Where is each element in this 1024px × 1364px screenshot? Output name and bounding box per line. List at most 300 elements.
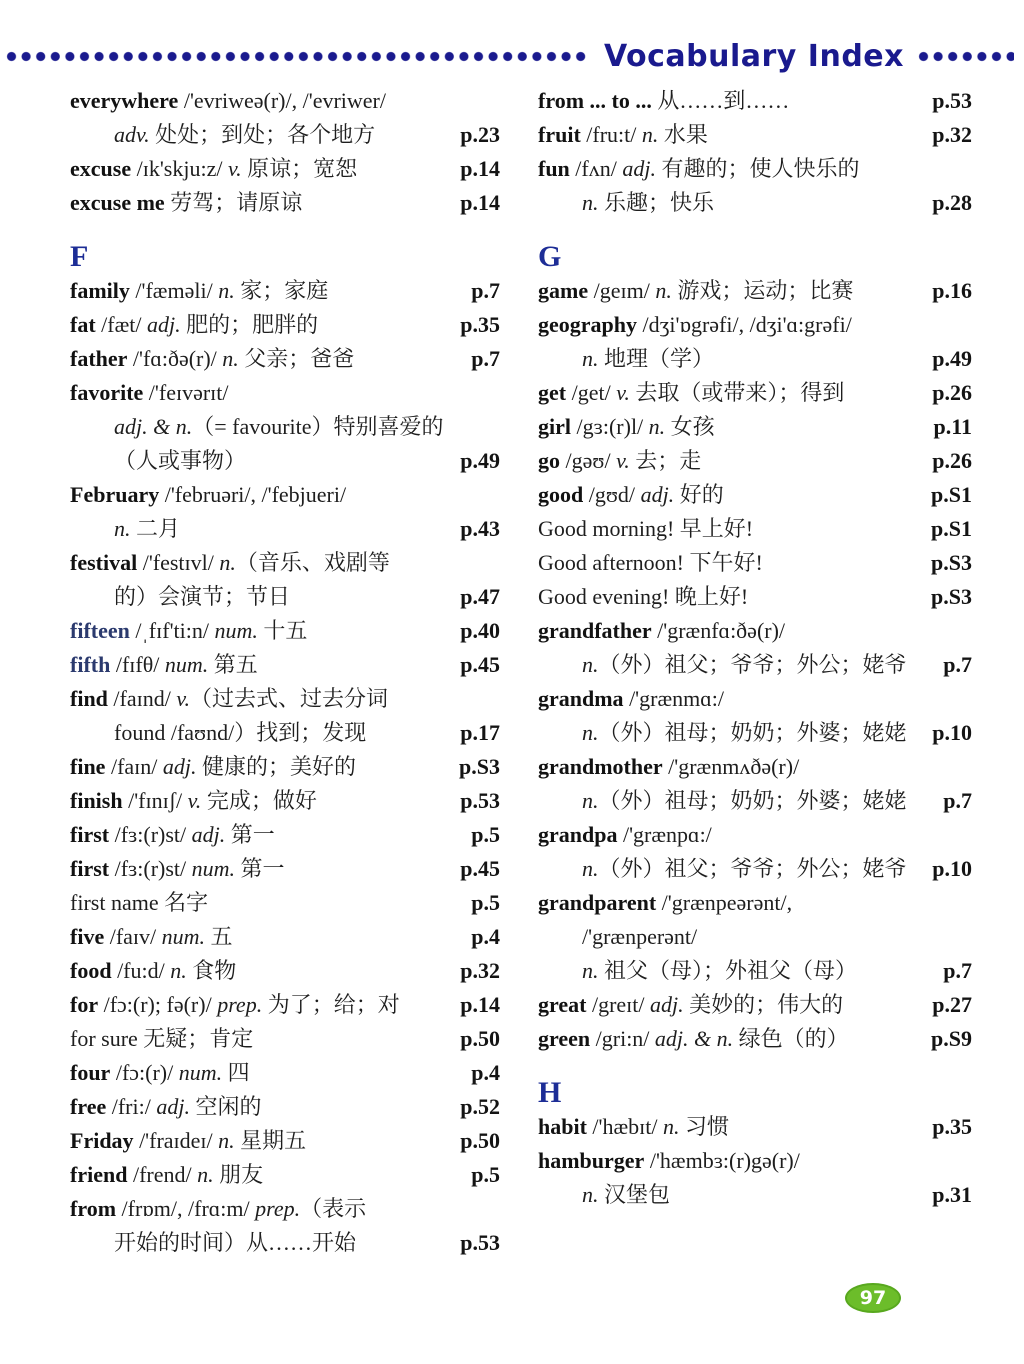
headword: grandma: [538, 686, 624, 711]
vocab-entry: [538, 84, 972, 118]
entry-fragment: /'fɑ:ðə(r)/: [127, 346, 223, 371]
vocab-entry: [538, 444, 972, 478]
entry-fragment: （音乐、戏剧等: [235, 550, 390, 575]
entry-fragment: 绿色（的）: [733, 1026, 849, 1051]
entry-text: [70, 648, 258, 682]
entry-fragment: /fru:t/: [580, 122, 642, 147]
vocab-entry: [70, 1056, 500, 1090]
entry-fragment: Good afternoon! 下午好!: [538, 550, 763, 575]
entry-text: [70, 954, 236, 988]
entry-text: [70, 784, 317, 818]
vocab-entry: [538, 1144, 972, 1212]
part-of-speech: num.: [191, 856, 236, 881]
vocab-entry: [538, 118, 972, 152]
page-ref: p.S3: [931, 584, 972, 609]
entry-fragment: （表示: [300, 1196, 367, 1221]
entry-text: [70, 1192, 366, 1226]
entry-line: [70, 716, 500, 750]
section-letter-H: H: [538, 1076, 562, 1109]
entry-fragment: 地理（学）: [598, 346, 715, 371]
vocab-entry: [70, 852, 500, 886]
vocab-entry: [70, 750, 500, 784]
entry-line: [70, 954, 500, 988]
headword: fat: [70, 312, 96, 337]
entry-fragment: 四: [222, 1060, 250, 1085]
entry-fragment: 健康的；美好的: [196, 754, 357, 779]
entry-fragment: /'grænperənt/: [582, 924, 698, 949]
entry-text: [70, 1090, 261, 1124]
entry-text: [538, 410, 715, 444]
part-of-speech: v.: [187, 788, 202, 813]
page-ref: p.7: [471, 346, 500, 371]
vocab-entry: [538, 750, 972, 818]
entry-text: [70, 308, 318, 342]
entry-fragment: /fu:d/: [111, 958, 171, 983]
entry-fragment: /faɪn/: [105, 754, 163, 779]
section-letter-F: F: [70, 240, 89, 273]
entry-fragment: /gɜ:(r)l/: [571, 414, 649, 439]
entry-line: [70, 886, 500, 920]
entry-line: [70, 342, 500, 376]
entry-line: [538, 580, 972, 614]
page-ref: p.7: [943, 788, 972, 813]
headword: grandparent: [538, 890, 657, 915]
entry-line: [70, 308, 500, 342]
part-of-speech: n.: [197, 1162, 214, 1187]
page-ref: p.16: [932, 278, 972, 303]
entry-line: [70, 750, 500, 784]
entry-text: [538, 478, 724, 512]
entry-fragment: first name 名字: [70, 890, 209, 915]
entry-text: [538, 1110, 729, 1144]
page-ref: p.35: [932, 1114, 972, 1139]
dot-leader-left: [6, 51, 590, 62]
entry-line: [70, 920, 500, 954]
entry-line: [538, 444, 972, 478]
entry-fragment: /fɜ:(r)st/: [109, 822, 192, 847]
entry-fragment: /'grænfɑ:ðə(r)/: [651, 618, 786, 643]
entry-line: [538, 478, 972, 512]
vocab-entry: [538, 988, 972, 1022]
entry-fragment: /'grænmʌðə(r)/: [662, 754, 800, 779]
page-ref: p.53: [460, 788, 500, 813]
part-of-speech: v.: [227, 156, 242, 181]
page-ref: p.10: [932, 856, 972, 881]
part-of-speech: adj.: [650, 992, 684, 1017]
entry-line: [538, 376, 972, 410]
entry-line: [538, 152, 972, 186]
entry-text: [538, 342, 714, 376]
vocab-entry: [538, 546, 972, 580]
part-of-speech: adj.: [191, 822, 226, 847]
part-of-speech: num.: [164, 652, 209, 677]
entry-fragment: 为了；给；对: [262, 992, 400, 1017]
page-ref: p.26: [932, 380, 972, 405]
entry-line: [538, 988, 972, 1022]
page-ref: p.50: [460, 1026, 500, 1051]
entry-fragment: （过去式、过去分词: [190, 686, 389, 711]
vocab-entry: [70, 186, 500, 220]
entry-text: [538, 580, 748, 614]
entry-line: [538, 886, 972, 920]
entry-text: [538, 750, 799, 784]
vocab-entry: [538, 478, 972, 512]
entry-line: [70, 512, 500, 546]
entry-fragment: /greɪt/: [586, 992, 651, 1017]
page-ref: p.32: [932, 122, 972, 147]
entry-fragment: 游戏；运动；比赛: [671, 278, 854, 303]
entry-text: [70, 186, 302, 220]
headword: good: [538, 482, 584, 507]
entry-fragment: 星期五: [234, 1128, 307, 1153]
part-of-speech: n.: [114, 516, 131, 541]
vocab-entry: [70, 988, 500, 1022]
entry-text: [538, 716, 907, 750]
entry-fragment: /'grænpɑ:/: [617, 822, 712, 847]
entry-line: [70, 186, 500, 220]
page-ref: p.52: [460, 1094, 500, 1119]
page-ref: p.50: [460, 1128, 500, 1153]
entry-line: [70, 1192, 500, 1226]
part-of-speech: v.: [176, 686, 190, 711]
entry-line: [70, 988, 500, 1022]
entry-fragment: /fri:/: [106, 1094, 157, 1119]
part-of-speech: n.: [218, 278, 235, 303]
entry-text: [538, 376, 844, 410]
part-of-speech: n.: [582, 652, 599, 677]
entry-fragment: /ˌfɪf'ti:n/: [129, 618, 215, 643]
entry-text: [70, 852, 285, 886]
part-of-speech: adj. & n.: [654, 1026, 734, 1051]
headword: fifteen: [70, 618, 130, 643]
vocab-entry: [538, 614, 972, 682]
part-of-speech: adj.: [622, 156, 656, 181]
entry-line: [70, 152, 500, 186]
vocab-entry: [70, 308, 500, 342]
headword: habit: [538, 1114, 587, 1139]
headword: from ... to ...: [538, 88, 652, 113]
entry-fragment: /fɔ:(r)/: [110, 1060, 179, 1085]
entry-text: [538, 186, 714, 220]
entry-line: [538, 920, 972, 954]
headword: excuse me: [70, 190, 165, 215]
entry-fragment: 空闲的: [189, 1094, 262, 1119]
entry-fragment: /dʒi'ɒgrəfi/, /dʒi'ɑ:grəfi/: [637, 312, 852, 337]
entry-fragment: 朋友: [213, 1162, 264, 1187]
entry-fragment: /'grænmɑ:/: [623, 686, 724, 711]
entry-fragment: /fɜ:(r)st/: [109, 856, 192, 881]
entry-fragment: 五: [205, 924, 233, 949]
vocab-entry: [70, 614, 500, 648]
entry-fragment: 水果: [658, 122, 708, 147]
vocab-entry: [70, 1090, 500, 1124]
part-of-speech: n.: [222, 346, 239, 371]
page-ref: p.S3: [459, 754, 500, 779]
entry-fragment: 父亲；爸爸: [238, 346, 355, 371]
page-ref: p.31: [932, 1182, 972, 1207]
entry-fragment: /frɒm/, /frɑ:m/: [116, 1196, 256, 1221]
headword: father: [70, 346, 128, 371]
part-of-speech: adj.: [156, 1094, 190, 1119]
page-ref: p.5: [471, 822, 500, 847]
entry-line: [70, 818, 500, 852]
entry-text: [538, 852, 907, 886]
headword: fun: [538, 156, 570, 181]
vocab-entry: [70, 1192, 500, 1260]
page-ref: p.11: [933, 414, 972, 439]
vocab-entry: [70, 648, 500, 682]
entry-text: [70, 512, 180, 546]
entry-text: [538, 444, 701, 478]
entry-line: [70, 580, 500, 614]
part-of-speech: n.: [219, 550, 236, 575]
entry-line: [70, 1090, 500, 1124]
entry-text: [70, 920, 233, 954]
entry-text: [70, 274, 328, 308]
entry-fragment: 原谅；宽恕: [241, 156, 358, 181]
vocab-entry: [70, 546, 500, 614]
page-ref: p.23: [460, 122, 500, 147]
entry-text: [538, 988, 843, 1022]
part-of-speech: n.: [218, 1128, 235, 1153]
entry-fragment: 第五: [208, 652, 258, 677]
headword: great: [538, 992, 587, 1017]
headword: everywhere: [70, 88, 179, 113]
entry-fragment: /'grænpeərənt/,: [656, 890, 793, 915]
entry-text: [70, 478, 346, 512]
entry-text: [538, 546, 763, 580]
entry-line: [538, 1022, 972, 1056]
page-ref: p.14: [460, 190, 500, 215]
entry-text: [70, 818, 275, 852]
part-of-speech: adj.: [162, 754, 197, 779]
entry-line: [70, 84, 500, 118]
headword: four: [70, 1060, 111, 1085]
vocab-entry: [70, 152, 500, 186]
entry-fragment: 肥的；肥胖的: [180, 312, 319, 337]
page-ref: p.53: [932, 88, 972, 113]
entry-fragment: /'fɪnɪʃ/: [122, 788, 188, 813]
entry-line: [70, 444, 500, 478]
part-of-speech: n.: [582, 1182, 599, 1207]
entry-fragment: 习惯: [679, 1114, 730, 1139]
entry-text: [538, 1022, 849, 1056]
entry-line: [70, 1022, 500, 1056]
entry-fragment: /'feɪvərɪt/: [143, 380, 229, 405]
entry-fragment: found /faʊnd/）找到；发现: [114, 720, 367, 745]
entry-text: [70, 1056, 250, 1090]
entry-fragment: 第一: [225, 822, 275, 847]
headword: fifth: [70, 652, 111, 677]
vocab-entry: [70, 376, 500, 478]
entry-fragment: /geɪm/: [588, 278, 656, 303]
entry-fragment: Good morning! 早上好!: [538, 516, 754, 541]
entry-fragment: /'evriweə(r)/, /'evriwer/: [178, 88, 386, 113]
entry-text: [538, 1144, 800, 1178]
vocab-entry: [70, 818, 500, 852]
page-ref: p.40: [460, 618, 500, 643]
entry-text: [538, 274, 853, 308]
entry-text: [70, 376, 229, 410]
entry-line: [70, 118, 500, 152]
headword: find: [70, 686, 108, 711]
entry-line: [70, 614, 500, 648]
entry-fragment: 汉堡包: [598, 1182, 671, 1207]
entry-line: [70, 648, 500, 682]
part-of-speech: n.: [582, 720, 599, 745]
headword: go: [538, 448, 560, 473]
entry-line: [538, 546, 972, 580]
vocab-entry: [538, 410, 972, 444]
page-ref: p.10: [932, 720, 972, 745]
entry-fragment: /'fæməli/: [129, 278, 219, 303]
page-ref: p.32: [460, 958, 500, 983]
page-ref: p.7: [943, 958, 972, 983]
entry-line: [70, 1158, 500, 1192]
entry-line: [70, 376, 500, 410]
entry-fragment: 有趣的；使人快乐的: [655, 156, 860, 181]
entry-text: [538, 118, 708, 152]
entry-fragment: /gri:n/: [590, 1026, 655, 1051]
vocab-entry: [70, 342, 500, 376]
entry-fragment: 好的: [674, 482, 724, 507]
entry-text: [70, 750, 356, 784]
entry-fragment: （外）祖母；奶奶；外婆；姥姥: [598, 720, 907, 745]
headword: family: [70, 278, 130, 303]
vocab-entry: [538, 1110, 972, 1144]
entry-fragment: 去；走: [629, 448, 702, 473]
vocab-entry: [70, 1158, 500, 1192]
vocab-entry: [538, 682, 972, 750]
headword: finish: [70, 788, 123, 813]
headword: from: [70, 1196, 117, 1221]
vocab-entry: [70, 274, 500, 308]
headword: grandfather: [538, 618, 652, 643]
entry-text: [538, 954, 857, 988]
entry-line: [538, 614, 972, 648]
entry-text: [538, 614, 785, 648]
entry-line: [70, 410, 500, 444]
part-of-speech: adj. & n.: [114, 414, 193, 439]
page-ref: p.17: [460, 720, 500, 745]
vocab-entry: [538, 152, 972, 220]
part-of-speech: adj.: [147, 312, 181, 337]
entry-text: [70, 410, 444, 444]
page-ref: p.53: [460, 1230, 500, 1255]
entry-fragment: /'hæmbɜ:(r)gə(r)/: [644, 1148, 800, 1173]
headword: grandpa: [538, 822, 618, 847]
page-ref: p.47: [460, 584, 500, 609]
page-ref: p.45: [460, 856, 500, 881]
entry-text: [538, 1178, 670, 1212]
entry-fragment: 的）会演节；节日: [114, 584, 291, 609]
entry-fragment: 完成；做好: [201, 788, 317, 813]
entry-line: [538, 118, 972, 152]
part-of-speech: adv.: [114, 122, 150, 147]
part-of-speech: n.: [582, 958, 599, 983]
dot-leader-right: [918, 51, 1014, 62]
entry-fragment: （人或事物）: [114, 448, 247, 473]
page-ref: p.49: [932, 346, 972, 371]
entry-fragment: （= favourite）特别喜爱的: [192, 414, 444, 439]
entry-line: [538, 342, 972, 376]
entry-fragment: 女孩: [665, 414, 715, 439]
page-ref: p.S9: [931, 1026, 972, 1051]
entry-line: [70, 546, 500, 580]
entry-fragment: /faɪnd/: [107, 686, 177, 711]
entry-fragment: /frend/: [127, 1162, 198, 1187]
part-of-speech: n.: [641, 122, 659, 147]
vocab-column-left: [70, 84, 500, 1260]
headword: for: [70, 992, 99, 1017]
entry-fragment: 从……到……: [651, 88, 790, 113]
entry-fragment: /'festɪvl/: [137, 550, 220, 575]
entry-text: [70, 1158, 263, 1192]
page-ref: p.26: [932, 448, 972, 473]
entry-line: [538, 308, 972, 342]
vocab-entry: [70, 478, 500, 546]
entry-line: [538, 852, 972, 886]
entry-text: [70, 1022, 253, 1056]
entry-text: [70, 444, 246, 478]
page-ref: p.43: [460, 516, 500, 541]
entry-fragment: 美妙的；伟大的: [683, 992, 844, 1017]
entry-text: [70, 614, 307, 648]
entry-line: [538, 84, 972, 118]
entry-line: [538, 716, 972, 750]
entry-fragment: 劳驾；请原谅: [164, 190, 303, 215]
entry-text: [70, 152, 357, 186]
entry-line: [538, 784, 972, 818]
part-of-speech: num.: [178, 1060, 223, 1085]
entry-fragment: /gʊd/: [583, 482, 641, 507]
page-ref: p.28: [932, 190, 972, 215]
vocab-entry: [70, 1124, 500, 1158]
entry-line: [70, 1226, 500, 1260]
page-ref: p.4: [471, 924, 500, 949]
vocab-entry: [538, 580, 972, 614]
part-of-speech: n.: [582, 788, 599, 813]
part-of-speech: v.: [616, 380, 630, 405]
page-ref: p.S1: [931, 482, 972, 507]
vocab-entry: [538, 308, 972, 376]
part-of-speech: prep.: [217, 992, 263, 1017]
entry-line: [70, 1056, 500, 1090]
entry-fragment: /'fraɪdeɪ/: [133, 1128, 219, 1153]
part-of-speech: n.: [582, 346, 599, 371]
page-ref: p.7: [943, 652, 972, 677]
headword: grandmother: [538, 754, 663, 779]
headword: food: [70, 958, 112, 983]
entry-text: [538, 512, 753, 546]
entry-fragment: /ɪk'skju:z/: [131, 156, 228, 181]
entry-fragment: 食物: [186, 958, 237, 983]
vocab-entry: [70, 682, 500, 750]
page-ref: p.49: [460, 448, 500, 473]
entry-text: [70, 1226, 356, 1260]
headword: girl: [538, 414, 571, 439]
page-ref: p.5: [471, 1162, 500, 1187]
entry-fragment: 家；家庭: [234, 278, 329, 303]
entry-line: [538, 1144, 972, 1178]
entry-text: [70, 118, 375, 152]
entry-line: [70, 852, 500, 886]
vocab-entry: [538, 886, 972, 988]
entry-fragment: （外）祖父；爷爷；外公；姥爷: [598, 856, 907, 881]
vocab-entry: [538, 376, 972, 410]
headword: first: [70, 856, 110, 881]
page-ref: p.S3: [931, 550, 972, 575]
